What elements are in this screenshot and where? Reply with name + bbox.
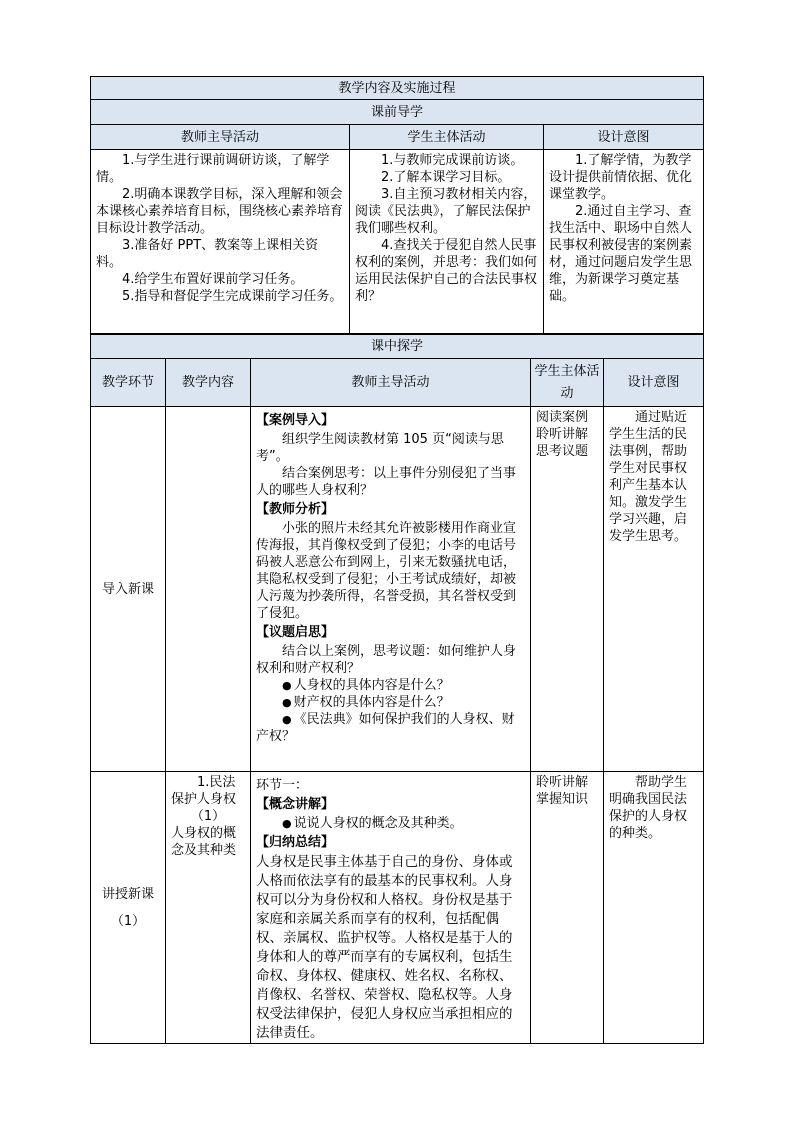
teacher-activity-cell [251,772,531,1044]
teacher-activities [91,150,350,334]
pre-class-table [90,76,704,334]
list-item: 3.自主预习教材相关内容，阅读《民法典》，了解民法保护我们哪些权利。 [355,187,537,236]
student-activity-cell [531,772,604,1044]
bullet-item: ● 说说人身权的概念及其种类。 [256,815,525,832]
paragraph: 组织学生阅读教材第 105 页“阅读与思考”。 [256,432,504,464]
paragraph: 通过贴近学生生活的民法事例，帮助学生对民事权利产生基本认知。激发学生学习兴趣，启发学生思考。 [609,410,688,544]
list-item: 3.准备好 PPT、教案等上课相关资料。 [96,238,319,270]
label-topic: 【议题启思】 [256,625,335,640]
stage-number: （1） [110,913,146,929]
design-intent-cell [604,407,704,772]
bullet-item: ● 《民法典》如何保护我们的人身权、财产权？ [256,711,525,745]
list-item: 1.了解学情，为教学设计提供前情依据、优化课堂教学。 [549,153,693,202]
list-item: 2.通过自主学习、查找生活中、职场中自然人民事权利被侵害的案例素材，通过问题启发学生思维，为新课学习奠定基础。 [549,204,693,304]
content-line: 1.民法保护人身权 [171,775,237,807]
table-row [91,772,704,1044]
paragraph: 阅读案例聆听讲解思考议题 [536,410,589,459]
list-item: 4.给学生布置好课前学习任务。 [122,272,304,287]
main-title: 教学内容及实施过程 [91,77,704,100]
paragraph: 聆听讲解掌握知识 [536,775,589,807]
header-content: 教学内容 [166,359,251,407]
content-line: （1） [190,809,226,824]
content-line: 人身权的概念及其种类 [171,826,237,858]
in-class-table [90,334,704,1044]
student-activity-cell [531,407,604,772]
paragraph: 结合案例思考：以上事件分别侵犯了当事人的哪些人身权利？ [256,466,517,498]
header-teacher: 教师主导活动 [91,125,350,150]
header-student-activity: 学生主体活动 [531,359,604,407]
paragraph: 人身权是民事主体基于自己的身份、身体或人格而依法享有的最基本的民事权利。人身权可以分为身份权和人格权。身份权是基于家庭和亲属关系而享有的权利，包括配偶权、亲属权、监护权等。人格权是基于人的身体和人的尊严而享有的专属权利，包括生命权、身体权、健康权、姓名权、名称权、肖像权、名誉权、荣誉权、隐私权等。人身权受法律保护，侵犯人身权应当承担相应的法律责任。 [256,854,513,1041]
header-stage: 教学环节 [91,359,166,407]
label-concept: 【概念讲解】 [256,797,335,812]
paragraph: 结合以上案例，思考议题：如何维护人身权利和财产权利？ [256,644,517,676]
label-analysis: 【教师分析】 [256,502,335,517]
list-item: 4.查找关于侵犯自然人民事权利的案例，并思考：我们如何运用民法保护自己的合法民事权利？ [355,238,538,304]
student-activities [350,150,544,334]
bullet-item: ● 人身权的具体内容是什么？ [256,677,525,694]
header-student: 学生主体活动 [350,125,544,150]
stage-cell: 导入新课 [91,407,166,772]
header-design: 设计意图 [544,125,704,150]
bullet-item: ● 财产权的具体内容是什么？ [256,694,525,711]
paragraph: 帮助学生明确我国民法保护的人身权的种类。 [609,775,688,841]
in-class-title: 课中探学 [91,335,704,359]
label-summary: 【归纳总结】 [256,835,335,850]
teacher-activity-cell [251,407,531,772]
design-intent [544,150,704,334]
pre-class-title: 课前导学 [91,100,704,125]
table-row [91,407,704,772]
label-case: 【案例导入】 [256,413,335,428]
header-teacher-activity: 教师主导活动 [251,359,531,407]
list-item: 2.了解本课学习目标。 [381,170,511,185]
content-cell [166,772,251,1044]
stage-name: 讲授新课 [101,886,154,902]
link-title: 环节一： [256,778,309,793]
paragraph: 小张的照片未经其允许被影楼用作商业宣传海报，其肖像权受到了侵犯；小李的电话号码被人恶意公布到网上，引来无数骚扰电话，其隐私权受到了侵犯；小王考试成绩好，却被人污蔑为抄袭所得，名誉受损，其名誉权受到了侵犯。 [256,521,517,621]
content-cell [166,407,251,772]
list-item: 1.与学生进行课前调研访谈，了解学情。 [96,153,330,185]
list-item: 2.明确本课教学目标，深入理解和领会本课核心素养培育目标，围绕核心素养培育目标设计教学活动。 [96,187,344,236]
stage-cell [91,772,166,1044]
header-design-intent: 设计意图 [604,359,704,407]
list-item: 1.与教师完成课前访谈。 [381,153,524,168]
design-intent-cell [604,772,704,1044]
list-item: 5.指导和督促学生完成课前学习任务。 [122,289,343,304]
